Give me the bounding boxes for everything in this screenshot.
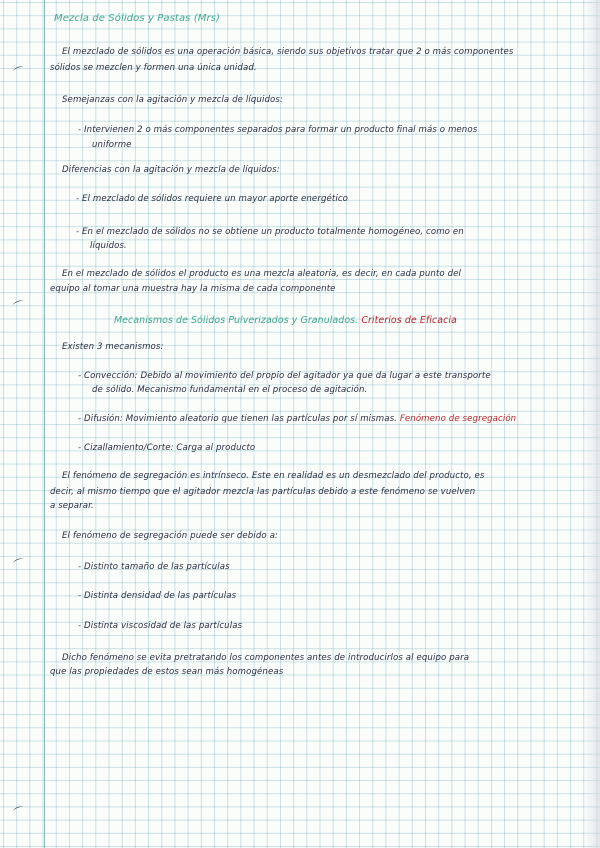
- page-title: Mezcla de Sólidos y Pastas (Mrs): [54, 13, 221, 24]
- ring-hole-mark: ⌒: [12, 64, 28, 81]
- highlight-text: Fenómeno de segregación: [399, 414, 517, 424]
- margin-line: [44, 0, 45, 848]
- ring-hole-mark: ⌒: [12, 298, 28, 315]
- text-line: de sólido. Mecanismo fundamental en el proceso de agitación.: [92, 385, 368, 395]
- text-line: a separar.: [50, 501, 94, 511]
- text-line: decir, al mismo tiempo que el agitador mezcla las partículas debido a este fenómeno se vuelven: [50, 487, 476, 497]
- section-heading: El fenómeno de segregación puede ser debido a:: [62, 531, 278, 541]
- text-line: Dicho fenómeno se evita pretratando los componentes antes de introducirlos al equipo para: [62, 653, 470, 663]
- subtitle-highlight: Criterios de Eficacia: [361, 315, 457, 326]
- bullet-item: - Distinta densidad de las partículas: [78, 591, 237, 601]
- ring-hole-mark: ⌒: [12, 804, 28, 821]
- section-subtitle: [114, 314, 457, 327]
- text-line: El fenómeno de segregación es intrínseco. Este en realidad es un desmezclado del producto, es: [62, 471, 485, 481]
- section-heading: Diferencias con la agitación y mezcla de líquidos:: [62, 165, 280, 175]
- text-line: líquidos.: [90, 241, 127, 251]
- bullet-item: - En el mezclado de sólidos no se obtiene un producto totalmente homogéneo, como en: [76, 227, 464, 237]
- bullet-text: - Difusión: Movimiento aleatorio que tienen las partículas por sí mismas.: [78, 414, 397, 424]
- bullet-item: [78, 413, 516, 426]
- section-heading: Semejanzas con la agitación y mezcla de líquidos:: [62, 95, 283, 105]
- bullet-item: - Distinta viscosidad de las partículas: [78, 621, 243, 631]
- text-line: que las propiedades de estos sean más homogéneas: [50, 667, 284, 677]
- text-line: El mezclado de sólidos es una operación básica, siendo sus objetivos tratar que 2 o más componentes: [62, 47, 514, 57]
- bullet-item: - Distinto tamaño de las partículas: [78, 562, 230, 572]
- text-line: equipo al tomar una muestra hay la misma de cada componente: [50, 284, 336, 294]
- section-heading: Existen 3 mecanismos:: [62, 342, 164, 352]
- page-edge-shadow: [584, 0, 600, 848]
- bullet-item: - Intervienen 2 o más componentes separados para formar un producto final más o menos: [78, 125, 478, 135]
- text-line: sólidos se mezclen y formen una única unidad.: [50, 63, 257, 73]
- bullet-item: - Convección: Debido al movimiento del propio del agitador ya que da lugar a este transporte: [78, 371, 491, 381]
- ring-hole-mark: ⌒: [12, 556, 28, 573]
- text-line: uniforme: [92, 140, 132, 150]
- bullet-item: - Cizallamiento/Corte: Carga al producto: [78, 443, 256, 453]
- bullet-item: - El mezclado de sólidos requiere un mayor aporte energético: [76, 194, 349, 204]
- text-line: En el mezclado de sólidos el producto es una mezcla aleatoria, es decir, en cada punto del: [62, 269, 462, 279]
- subtitle-main: Mecanismos de Sólidos Pulverizados y Granulados.: [114, 315, 359, 326]
